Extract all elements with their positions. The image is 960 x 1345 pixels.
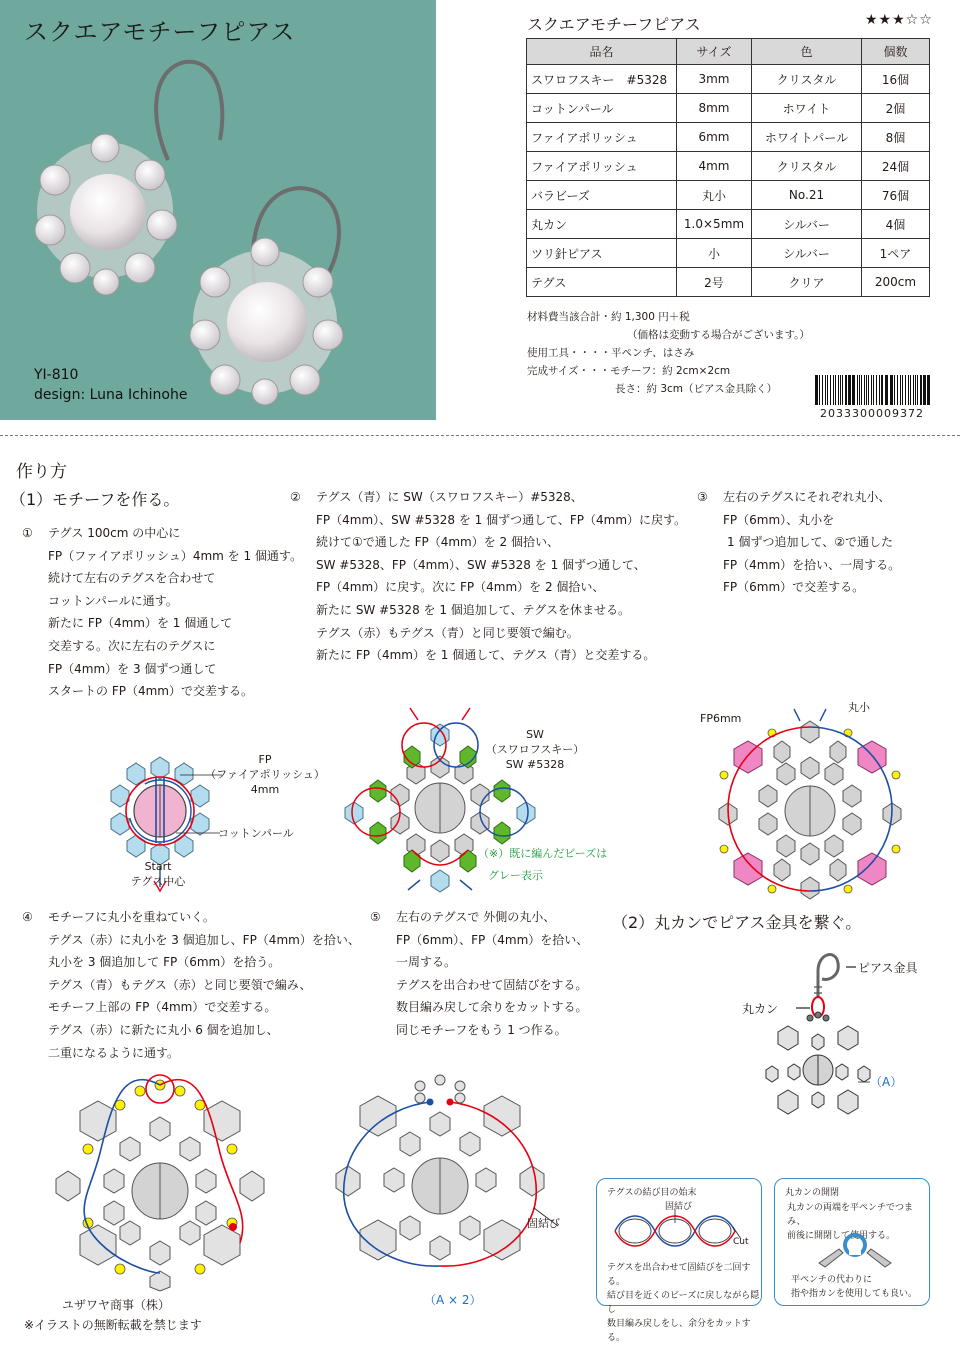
product-photo	[0, 0, 436, 420]
cost-note: 材料費当該合計・約 1,300 円＋税	[527, 311, 690, 323]
cell-qty: 1ペア	[862, 239, 930, 268]
step-line: テグスを出合わせて固結びをする。	[396, 977, 588, 992]
barcode-bar	[881, 375, 883, 405]
barcode-number: 2033300009372	[820, 407, 924, 420]
step-line: FP（6mm）で交差する。	[723, 580, 865, 595]
tools-note: 使用工具・・・・平ペンチ、はさみ	[527, 347, 695, 359]
step-line: 同じモチーフをもう 1 つ作る。	[396, 1022, 567, 1037]
difficulty-rating: ★★★☆☆	[865, 12, 933, 28]
cell-name: コットンパール	[527, 94, 677, 123]
barcode-bar	[815, 375, 818, 405]
barcode-bar	[910, 375, 911, 405]
cell-name: テグス	[527, 268, 677, 297]
step-line: 続けて左右のテグスを合わせて	[48, 571, 216, 586]
price-disclaimer: （価格は変動する場合がございます。）	[627, 329, 810, 341]
barcode-bar	[866, 375, 867, 405]
barcode-bar	[879, 375, 880, 405]
label-line: （スワロフスキー）	[485, 743, 585, 756]
tip-line: 数目編み戻しをし、余分をカットする。	[607, 1319, 751, 1343]
table-row	[527, 210, 930, 239]
tip-box-knot	[596, 1178, 762, 1343]
table-row	[527, 65, 930, 94]
step-line: 左右のテグスにそれぞれ丸小、	[723, 490, 891, 504]
step-line: 新たに FP（4mm）を 1 個通して	[48, 616, 233, 631]
earring-left	[35, 134, 177, 295]
step-line: 一周する。	[396, 955, 457, 970]
cell-color: ホワイトパール	[752, 123, 862, 152]
barcode-bar	[920, 375, 922, 405]
col-header-qty: 個数	[862, 39, 930, 65]
cell-color: クリスタル	[752, 152, 862, 181]
step-line: コットンパールに通す。	[48, 593, 178, 608]
barcode-bar	[825, 375, 826, 405]
tip-box-jump-ring	[774, 1178, 930, 1306]
label-line: テグス中心	[130, 875, 186, 888]
step-line: 左右のテグスで 外側の丸小、	[396, 910, 556, 924]
cell-size: 小	[677, 239, 752, 268]
step-line: 新たに SW #5328 を 1 個追加して、テグスを休ませる。	[316, 602, 630, 617]
product-code: YI-810	[34, 367, 79, 383]
barcode-bar	[859, 375, 860, 405]
barcode-bar	[913, 375, 914, 405]
barcode-bar	[871, 375, 872, 405]
step-3	[697, 486, 900, 599]
barcode-bar	[915, 375, 916, 405]
table-row	[527, 123, 930, 152]
cell-name: スワロフスキー #5328	[527, 65, 677, 94]
label-line: （ファイアポリッシュ）	[205, 768, 325, 781]
barcode	[813, 375, 931, 420]
tip-line: テグスを出合わせて固結びを二回する。	[607, 1263, 751, 1287]
barcode-bar	[873, 375, 874, 405]
photo-title: スクエアモチーフピアス	[24, 18, 296, 46]
copyright-note: ※イラストの無断転載を禁じます	[24, 1318, 202, 1332]
section-1-heading: （1）モチーフを作る。	[10, 490, 180, 509]
size-note: 完成サイズ・・・モチーフ：約 2cm×2cm	[527, 365, 731, 377]
materials-table	[526, 38, 930, 297]
tip-cut-label: Cut	[733, 1237, 749, 1247]
earring-right	[190, 238, 343, 405]
pliers-ring-illustration	[815, 1231, 895, 1269]
step-line: FP（ファイアポリッシュ）4mm を 1 個通す。	[48, 548, 302, 563]
label-grey-note	[478, 843, 607, 887]
cell-size: 8mm	[677, 94, 752, 123]
cell-qty: 8個	[862, 123, 930, 152]
barcode-bar	[848, 375, 851, 405]
cell-size: 1.0×5mm	[677, 210, 752, 239]
label-start	[128, 859, 188, 889]
tip-line: 前後に開閉して使用する。	[787, 1231, 896, 1241]
step-line: 二重になるように通す。	[48, 1045, 180, 1060]
cell-size: 6mm	[677, 123, 752, 152]
label-fp4	[200, 752, 330, 797]
tip-line: 結び目を近くのビーズに戻しながら隠し	[607, 1291, 760, 1315]
label-line: SW	[526, 728, 544, 741]
step-line: 1 個ずつ追加して、②で通した	[727, 535, 893, 550]
section-divider	[0, 435, 960, 436]
step-number: ①	[22, 526, 33, 540]
barcode-bar	[840, 375, 841, 405]
label-line: グレー表示	[488, 869, 543, 882]
step-line: テグス（青）に SW（スワロフスキー）#5328、	[316, 490, 583, 504]
step-number: ⑤	[370, 910, 381, 924]
barcode-bar	[827, 375, 828, 405]
step-line: 続けて①で通した FP（4mm）を 2 個拾い、	[316, 535, 559, 550]
label-line: （※）既に編んだビーズは	[478, 847, 608, 860]
step-number: ②	[290, 490, 301, 504]
step-number: ③	[697, 490, 708, 504]
earring-photo-art	[0, 0, 436, 420]
barcode-bar	[902, 375, 903, 405]
step-4	[22, 906, 360, 1064]
step-line: スタートの FP（4mm）で交差する。	[48, 684, 253, 699]
barcode-bar	[927, 375, 930, 405]
step-line: 新たに FP（4mm）を 1 個通して、テグス（青）と交差する。	[316, 648, 656, 663]
step-line: テグス（赤）もテグス（青）と同じ要領で編む。	[316, 625, 579, 640]
diagram-step-4	[55, 1075, 270, 1285]
col-header-size: サイズ	[677, 39, 752, 65]
cell-name: ツリ針ピアス	[527, 239, 677, 268]
label-line: SW #5328	[505, 758, 565, 771]
howto-title: 作り方	[16, 462, 67, 482]
label-pierce-fitting: ピアス金具	[858, 961, 918, 975]
table-row	[527, 239, 930, 268]
cell-color: シルバー	[752, 239, 862, 268]
cell-color: ホワイト	[752, 94, 862, 123]
designer-credit: design: Luna Ichinohe	[34, 387, 188, 403]
tip-ring-title: 丸カンの開閉	[785, 1188, 840, 1198]
materials-header-row	[527, 39, 930, 65]
cell-size: 2号	[677, 268, 752, 297]
step-line: FP（4mm）を 3 個ずつ通して	[48, 661, 217, 676]
barcode-bar	[876, 375, 877, 405]
product-name: スクエアモチーフピアス	[527, 15, 701, 34]
length-note: 長さ：約 3cm（ピアス金具除く）	[615, 383, 778, 395]
cell-color: シルバー	[752, 210, 862, 239]
tip-line: 平ペンチの代わりに	[791, 1275, 873, 1285]
section-2-heading: （2）丸カンでピアス金具を繋ぐ。	[612, 913, 862, 932]
barcode-bar	[822, 375, 823, 405]
company-name: ユザワヤ商事（株）	[62, 1298, 171, 1312]
step-line: 数目編み戻して余りをカットする。	[396, 1000, 588, 1015]
step-line: 交差する。次に左右のテグスに	[48, 638, 216, 653]
cell-name: 丸カン	[527, 210, 677, 239]
step-number: ④	[22, 910, 33, 924]
step-line: モチーフ上部の FP（4mm）で交差する。	[48, 1000, 277, 1015]
cell-color: クリア	[752, 268, 862, 297]
barcode-bar	[830, 375, 831, 405]
barcode-bar	[885, 375, 888, 405]
tip-knot-text	[607, 1261, 761, 1345]
label-fp6: FP6mm	[700, 712, 742, 725]
barcode-bar	[894, 375, 895, 405]
step-line: SW #5328、FP（4mm）、SW #5328 を 1 個ずつ通して、	[316, 557, 646, 572]
step-line: テグス（赤）に丸小を 3 個追加し、FP（4mm）を拾い、	[48, 932, 360, 947]
barcode-bar	[897, 375, 898, 405]
col-header-name: 品名	[527, 39, 677, 65]
cell-qty: 2個	[862, 94, 930, 123]
barcode-bars	[813, 375, 931, 407]
step-line: FP（4mm）を拾い、一周する。	[723, 557, 901, 572]
barcode-bar	[857, 375, 858, 405]
barcode-bar	[852, 375, 855, 405]
barcode-bar	[917, 375, 918, 405]
step-line: FP（4mm）、SW #5328 を 1 個ずつ通して、FP（4mm）に戻す。	[316, 512, 687, 527]
label-line: FP	[258, 753, 272, 766]
barcode-bar	[905, 375, 906, 405]
label-jump-ring: 丸カン	[742, 1002, 779, 1016]
label-line: 4mm	[250, 783, 280, 796]
cell-color: No.21	[752, 181, 862, 210]
barcode-bar	[900, 375, 901, 405]
barcode-bar	[890, 375, 893, 405]
step-line: テグス（赤）に新たに丸小 6 個を追加し、	[48, 1022, 279, 1037]
table-row	[527, 181, 930, 210]
step-line: 丸小を 3 個追加して FP（6mm）を拾う。	[48, 955, 281, 970]
cell-qty: 4個	[862, 210, 930, 239]
step-2	[290, 486, 686, 667]
label-a: （A）	[870, 1075, 903, 1089]
cell-color: クリスタル	[752, 65, 862, 94]
tip-line: 丸カンの両端を平ペンチでつまみ、	[787, 1203, 914, 1227]
cell-size: 3mm	[677, 65, 752, 94]
cell-qty: 76個	[862, 181, 930, 210]
barcode-bar	[861, 375, 862, 405]
step-line: FP（6mm）、FP（4mm）を拾い、	[396, 932, 589, 947]
cell-qty: 16個	[862, 65, 930, 94]
barcode-bar	[864, 375, 865, 405]
cell-name: ファイアポリッシュ	[527, 152, 677, 181]
cell-qty: 200cm	[862, 268, 930, 297]
cell-qty: 24個	[862, 152, 930, 181]
table-row	[527, 94, 930, 123]
tip-knot-title: テグスの結び目の始末	[607, 1188, 697, 1198]
diagram-step-3	[720, 705, 920, 890]
barcode-bar	[908, 375, 909, 405]
cell-size: 4mm	[677, 152, 752, 181]
step-1	[22, 522, 302, 703]
table-row	[527, 268, 930, 297]
table-row	[527, 152, 930, 181]
barcode-bar	[833, 375, 834, 405]
barcode-bar	[845, 375, 847, 405]
barcode-bar	[835, 375, 836, 405]
label-a-times-2: （A × 2）	[424, 1293, 482, 1307]
tip-knot-label: 固結び	[665, 1202, 693, 1212]
cell-name: バラビーズ	[527, 181, 677, 210]
col-header-color: 色	[752, 39, 862, 65]
step-line: テグス（青）もテグス（赤）と同じ要領で編み、	[48, 977, 312, 992]
tip-line: 指や指カンを使用しても良い。	[791, 1289, 918, 1299]
barcode-bar	[819, 375, 820, 405]
label-knot: 固結び	[527, 1217, 560, 1230]
step-line: モチーフに丸小を重ねていく。	[48, 910, 215, 924]
barcode-bar	[838, 375, 839, 405]
diagram-step-5	[350, 1070, 550, 1290]
barcode-bar	[868, 375, 869, 405]
label-sw	[480, 727, 590, 772]
label-line: Start	[144, 860, 172, 873]
label-cotton-pearl: コットンパール	[218, 827, 294, 840]
label-maru: 丸小	[848, 701, 870, 714]
barcode-bar	[923, 375, 926, 405]
step-line: FP（4mm）に戻す。次に FP（4mm）を 2 個拾い、	[316, 580, 605, 595]
cell-name: ファイアポリッシュ	[527, 123, 677, 152]
step-line: テグス 100cm の中心に	[48, 526, 181, 540]
cell-size: 丸小	[677, 181, 752, 210]
tip-ring-text-bottom	[791, 1273, 917, 1301]
step-5	[370, 906, 588, 1042]
step-line: FP（6mm）、丸小を	[723, 512, 835, 527]
barcode-bar	[842, 375, 843, 405]
